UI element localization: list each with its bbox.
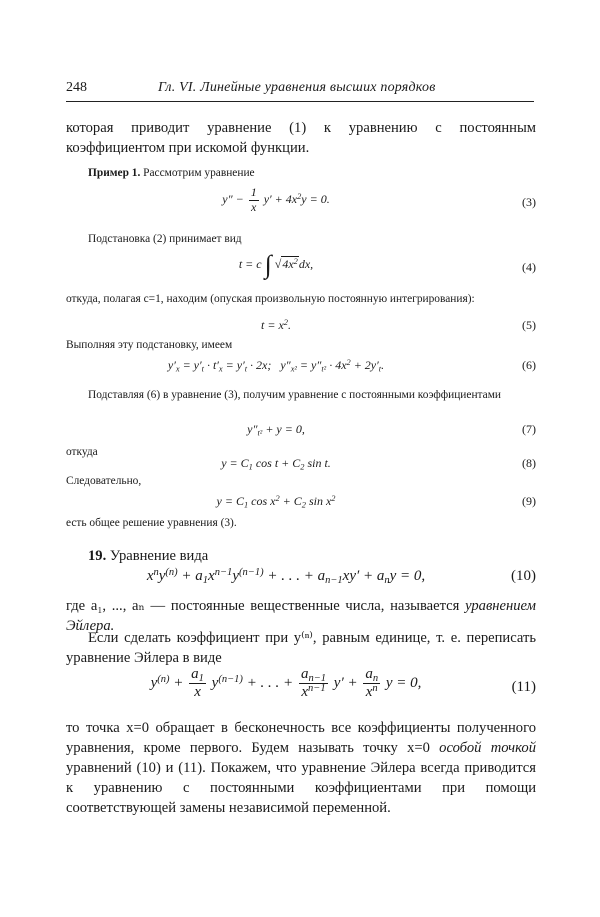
final-text-b: уравнений (10) и (11). Покажем, что уравнение Эйлера всегда приводится к уравнению с постоянными коэффициентами при помощи соответствующей замены независимой переменной. — [66, 760, 536, 816]
equation-11-formula: $y^{(n)}$ + $\frac{a_1}{x}$ $y^{(n-1)}$ + . . . + $\frac{a_{n-1}}{x^{n-1}}$ y′ + $\frac{a_n}{x^n}$ y = 0, — [150, 666, 422, 701]
intro-paragraph: которая приводит уравнение (1) к уравнению с постоянным коэффициентом при искомой функции. — [66, 120, 536, 156]
page-number: 248 — [66, 80, 87, 95]
equation-9 — [66, 494, 536, 510]
where-text: где a₁, ..., aₙ — постоянные вещественные числа, называется — [66, 598, 460, 614]
equation-7-number: (7) — [522, 422, 536, 436]
section-title: Уравнение вида — [106, 548, 209, 564]
euler-equation-term: уравнением Эйлера. — [66, 598, 536, 634]
section-number: 19. — [88, 548, 107, 564]
example-heading — [66, 166, 536, 181]
final-paragraph — [66, 718, 536, 818]
equation-8 — [66, 456, 536, 472]
equation-9-number: (9) — [522, 494, 536, 508]
chapter-title: Гл. VI. Линейные уравнения высших порядков — [158, 80, 436, 95]
header-rule — [66, 101, 534, 102]
equation-5-formula: $t = x^2$. — [261, 317, 291, 332]
equation-4-formula: t = c ∫ $√4x^2dx$, — [238, 250, 314, 279]
equation-8-number: (8) — [522, 456, 536, 470]
whence-paragraph: откуда, полагая c=1, находим (опуская произвольную постоянную интегрирования): — [66, 293, 475, 305]
equation-5 — [66, 318, 536, 334]
singular-point-term: особой точкой — [439, 740, 536, 756]
substituting-paragraph: Подставляя (6) в уравнение (3), получим уравнение с постоянными коэффициентами — [88, 389, 502, 401]
running-header — [66, 80, 534, 102]
equation-9-formula: $y = C_1$ $\cos x^2 + C_2$ $\sin x^2$ — [216, 493, 336, 510]
equation-8-formula: $y = C_1$ $\cos t + C_2$ sin t. — [221, 456, 331, 472]
equation-7 — [66, 422, 536, 442]
performing-paragraph: Выполняя эту подстановку, имеем — [66, 339, 233, 351]
equation-6-number: (6) — [522, 358, 536, 372]
example-text: Рассмотрим уравнение — [140, 167, 255, 179]
equation-4 — [66, 252, 536, 282]
whence-2-paragraph: откуда — [66, 446, 98, 458]
equation-10 — [66, 568, 536, 590]
therefore-paragraph: Следовательно, — [66, 475, 142, 487]
equation-6 — [66, 358, 536, 378]
final-text-a: то точка x=0 обращает в бесконечность все коэффициенты полученного уравнения, кроме первого. Будем называть точку x=0 — [66, 720, 536, 756]
equation-3 — [66, 186, 536, 220]
equation-4-number: (4) — [522, 260, 536, 274]
equation-11-number: (11) — [511, 679, 536, 695]
equation-11 — [66, 666, 536, 712]
equation-7-formula: $y''_{t^2} + y = 0$, — [247, 422, 305, 438]
substitution-paragraph: Подстановка (2) принимает вид — [88, 233, 242, 245]
if-paragraph: Если сделать коэффициент при y⁽ⁿ⁾, равным единице, т. е. переписать уравнение Эйлера в виде — [66, 630, 536, 666]
example-label: Пример 1. — [88, 167, 141, 179]
equation-5-number: (5) — [522, 318, 536, 332]
general-solution-paragraph: есть общее решение уравнения (3). — [66, 517, 237, 529]
equation-10-formula: $x^ny^{(n)} + a_1x^{n-1}y^{(n-1)}$ + . . . + $a_{n-1}xy' + a_ny = 0$, — [146, 566, 426, 587]
equation-10-number: (10) — [511, 568, 536, 584]
equation-3-formula: y″ − $\frac{1}{x}$ $y' + 4x^2y = 0$. — [222, 185, 330, 214]
equation-3-number: (3) — [522, 195, 536, 209]
equation-6-formula: $y'_x = y'_t \cdot t'_x = y'_t \cdot 2x$; $y''_{x^2} = y''_{t^2} \cdot 4x^2 + 2y'_t$. — [167, 357, 385, 374]
section-19-heading — [66, 546, 536, 566]
